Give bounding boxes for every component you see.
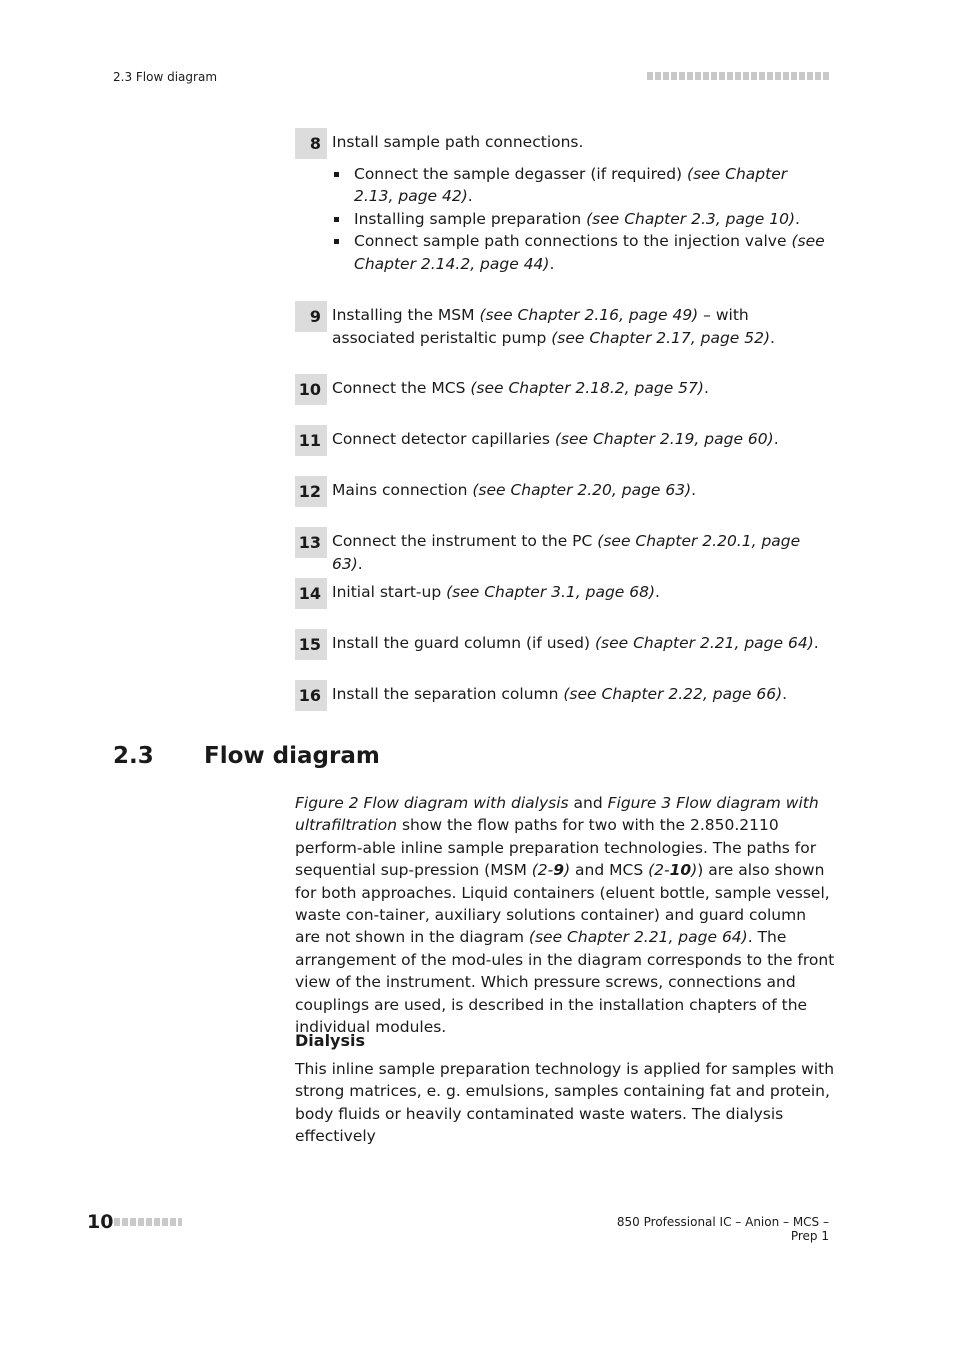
figure-item-link[interactable]: 10 <box>669 861 692 880</box>
chapter-link[interactable]: (see Chapter 2.21, page 64) <box>528 928 748 947</box>
chapter-link[interactable]: (see Chapter 2.20.1, page 63) <box>332 532 801 573</box>
chapter-link[interactable]: (see Chapter 3.1, page 68) <box>446 583 656 601</box>
sub-list-item: Connect sample path connections to the injection valve (see Chapter 2.14.2, page 44). <box>332 230 829 275</box>
step-number: 16 <box>295 680 327 711</box>
step-number: 13 <box>295 527 327 558</box>
step-text: Mains connection (see Chapter 2.20, page 63). <box>332 481 697 499</box>
intro-paragraph: Figure 2 Flow diagram with dialysis and Figure 3 Flow diagram with ultrafiltration show the flow paths for two with the 2.850.2110 perform-able inline sample preparation technologies. The paths for sequential sup-pression (MSM (2-9) and MCS (2-10)) are also shown for both approaches. Liquid containers (eluent bottle, sample vessel, waste con-tainer, auxiliary solutions container) and guard column are not shown in the diagram (see Chapter 2.21, page 64). The arrangement of the mod-ules in the diagram corresponds to the front view of the instrument. Which pressure screws, connections and couplings are used, is described in the installation chapters of the individual modules. <box>295 794 835 1037</box>
step-text: Connect the MCS (see Chapter 2.18.2, page 57). <box>332 379 709 397</box>
chapter-link[interactable]: (see Chapter 2.14.2, page 44) <box>354 232 825 273</box>
chapter-link[interactable]: (see Chapter 2.16, page 49) <box>479 306 699 324</box>
chapter-link[interactable]: (see Chapter 2.22, page 66) <box>563 685 783 703</box>
figure-link[interactable]: Figure 3 Flow diagram with ultrafiltration <box>295 794 819 835</box>
dialysis-paragraph: This inline sample preparation technology is applied for samples with strong matrices, e. g. emulsions, samples containing fat and protein, body fluids or heavily contaminated waste waters. The dialysis effectively <box>295 1060 835 1146</box>
chapter-link[interactable]: (see Chapter 2.17, page 52) <box>551 328 771 347</box>
chapter-link[interactable]: (see Chapter 2.21, page 64) <box>594 634 814 652</box>
sub-list-item: Connect the sample degasser (if required) (see Chapter 2.13, page 42). <box>332 163 829 208</box>
footer-decoration <box>114 1218 182 1226</box>
product-name: 850 Professional IC – Anion – MCS – Prep 1 <box>616 1215 829 1243</box>
step-number: 12 <box>295 476 327 507</box>
step-number: 8 <box>295 128 327 159</box>
sub-list <box>332 163 829 276</box>
figure-link[interactable]: Figure 2 Flow diagram with dialysis <box>295 794 569 812</box>
step-text: Install the separation column (see Chapter 2.22, page 66). <box>332 685 788 703</box>
step-text: Install the guard column (if used) (see Chapter 2.21, page 64). <box>332 634 819 652</box>
step-text: Connect the instrument to the PC (see Chapter 2.20.1, page 63). <box>332 532 801 573</box>
step-number: 14 <box>295 578 327 609</box>
chapter-link[interactable]: (see Chapter 2.18.2, page 57) <box>470 379 704 397</box>
step-text: Installing the MSM (see Chapter 2.16, page 49) – with associated peristaltic pump (see Chapter 2.17, page 52). <box>332 306 775 347</box>
dialysis-heading: Dialysis <box>295 1031 366 1050</box>
figure-item-link[interactable]: 9 <box>553 861 565 880</box>
chapter-link[interactable]: (see Chapter 2.13, page 42) <box>354 164 788 205</box>
step-text: Install sample path connections. Connect the sample degasser (if required) (see Chapter 2.13, page 42). Installing sample preparation (see Chapter 2.3, page 10). Connect sample path connections to the injection valve (see Chapter 2.14.2, page 44). <box>332 131 829 275</box>
chapter-link[interactable]: (see Chapter 2.20, page 63) <box>472 481 692 499</box>
section-number: 2.3 <box>113 743 154 769</box>
step-number: 11 <box>295 425 327 456</box>
chapter-link[interactable]: (see Chapter 2.3, page 10) <box>586 209 796 228</box>
header-decoration <box>647 72 829 80</box>
step-text: Initial start-up (see Chapter 3.1, page 68). <box>332 583 660 601</box>
sub-list-item: Installing sample preparation (see Chapter 2.3, page 10). <box>332 208 829 231</box>
page-number: 10 <box>87 1211 114 1233</box>
section-title: Flow diagram <box>204 743 380 769</box>
step-text: Connect detector capillaries (see Chapter 2.19, page 60). <box>332 430 779 448</box>
step-number: 9 <box>295 301 327 332</box>
running-header: 2.3 Flow diagram <box>113 70 218 84</box>
step-number: 15 <box>295 629 327 660</box>
chapter-link[interactable]: (see Chapter 2.19, page 60) <box>554 430 774 448</box>
step-number: 10 <box>295 374 327 405</box>
